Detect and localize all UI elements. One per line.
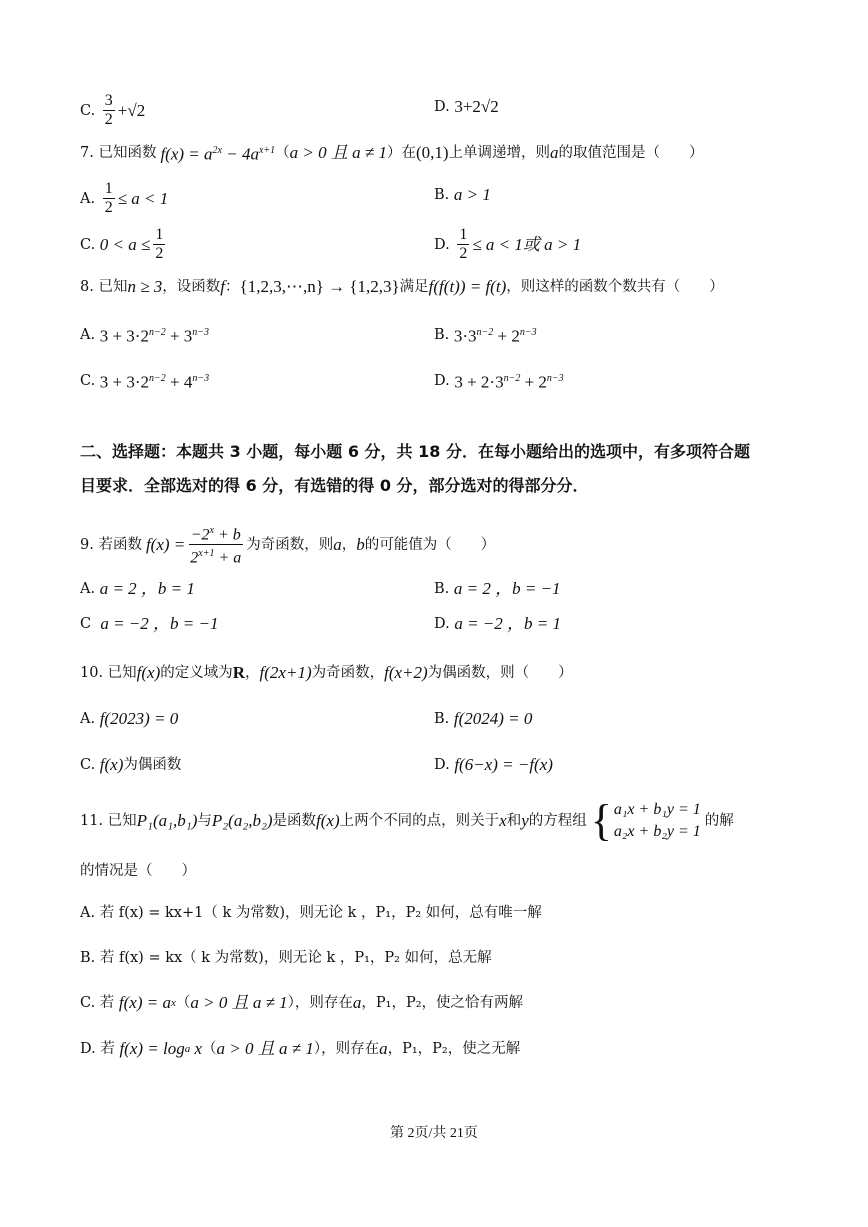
q9-option-d: D. a = −2 ，b = 1: [434, 614, 561, 633]
q10-option-d: D. f(6−x) = −f(x): [434, 755, 553, 774]
q11-option-d: D. 若 f(x) = log a x （ a > 0 且 a ≠ 1 ），则存在 a ，P₁，P₂，使之无解: [80, 1039, 521, 1058]
q7-stem: 7. 已知函数 $f(x) = a^{2x} - 4a^{x+1}$ （ a > 0 且 a ≠ 1 ）在 (0,1) 上单调递增，则 a 的取值范围是（ ）: [80, 140, 704, 166]
fraction-1-2: $\frac{1}{2}$: [104, 180, 113, 216]
q8-option-a: A. $3 + 3\cdot 2^{n-2} + 3^{n-3}$: [80, 326, 210, 346]
q10-option-b: B. f(2024) = 0: [434, 709, 533, 728]
fraction-3-2: $\frac{3}{2}$: [104, 92, 113, 128]
q8-option-c: C. $3 + 3\cdot 2^{n-2} + 4^{n-3}$: [80, 372, 210, 392]
section-heading: 二、选择题：本题共 3 小题，每小题 6 分，共 18 分．在每小题给出的选项中，有多项符合题 目要求．全部选对的得 6 分，有选错的得 0 分，部分选对的得部分分．: [80, 442, 750, 495]
q6-option-d: D. 3+2√2: [434, 97, 499, 116]
fraction-q9: $\frac{-2^x + b}{2^{x+1} + a}$: [188, 522, 243, 568]
q11-stem-line2: 的情况是（ ）: [80, 863, 196, 879]
q11-option-a: A. 若 f(x) = kx+1（ k 为常数)，则无论 k ，P₁，P₂ 如何，总有唯一解: [80, 905, 542, 921]
q11-option-b: B. 若 f(x) = kx（ k 为常数)，则无论 k ，P₁，P₂ 如何，总无解: [80, 950, 492, 966]
page-number: 第 2页/共 21页: [390, 1126, 478, 1141]
q7-option-b: B. a > 1: [434, 185, 491, 204]
fraction-1-2: $\frac{1}{2}$: [459, 226, 468, 262]
q11-option-c: C. 若 f(x) = a x （ a > 0 且 a ≠ 1 ），则存在 a ，P₁，P₂，使之恰有两解: [80, 993, 524, 1012]
q6-option-c: C. $\frac{3}{2}$ +√2: [80, 92, 146, 128]
q8-option-b: B. $3\cdot 3^{n-2} + 2^{n-3}$: [434, 326, 537, 346]
q9-option-b: B. a = 2 ，b = −1: [434, 579, 561, 598]
q10-stem: 10. 已知 f(x) 的定义域为 R ， f(2x+1) 为奇函数， f(x+2) 为偶函数，则（ ）: [80, 663, 573, 682]
equation-system: { a₁x + b₁y = 1 a₂x + b₂y = 1: [590, 796, 701, 845]
q9-option-a: A. a = 2 ，b = 1: [80, 579, 195, 598]
q8-stem: 8. 已知 n ≥ 3 ，设函数 f ： {1,2,3,⋯,n} → {1,2,3} 满足 f(f(t)) = f(t) ，则这样的函数个数共有（ ）: [80, 277, 724, 296]
q9-option-c: C a = −2 ，b = −1: [80, 614, 219, 633]
fraction-1-2: $\frac{1}{2}$: [155, 226, 164, 262]
q7-option-a: A. $\frac{1}{2}$ ≤ a < 1: [80, 180, 169, 216]
q7-function: $f(x) = a^{2x} - 4a^{x+1}$: [160, 144, 276, 164]
q9-stem: 9. 若函数 f(x) = $\frac{-2^x + b}{2^{x+1} + a}$ 为奇函数，则 a ， b 的可能值为（ ）: [80, 522, 495, 568]
q10-option-a: A. f(2023) = 0: [80, 709, 179, 728]
q11-stem: 11. 已知 P₁(a₁,b₁) 与 P₂(a₂,b₂) 是函数 f(x) 上两个不同的点，则关于 x 和 y 的方程组 { a₁x + b₁y = 1 a₂x + b₂y = 1 的解: [80, 796, 734, 845]
q7-option-d: D. $\frac{1}{2}$ ≤ a < 1或 a > 1: [434, 226, 582, 262]
q10-option-c: C. f(x) 为偶函数: [80, 755, 182, 774]
q8-option-d: D. $3 + 2\cdot 3^{n-2} + 2^{n-3}$: [434, 372, 564, 392]
q7-option-c: C. 0 < a ≤ $\frac{1}{2}$: [80, 226, 164, 262]
